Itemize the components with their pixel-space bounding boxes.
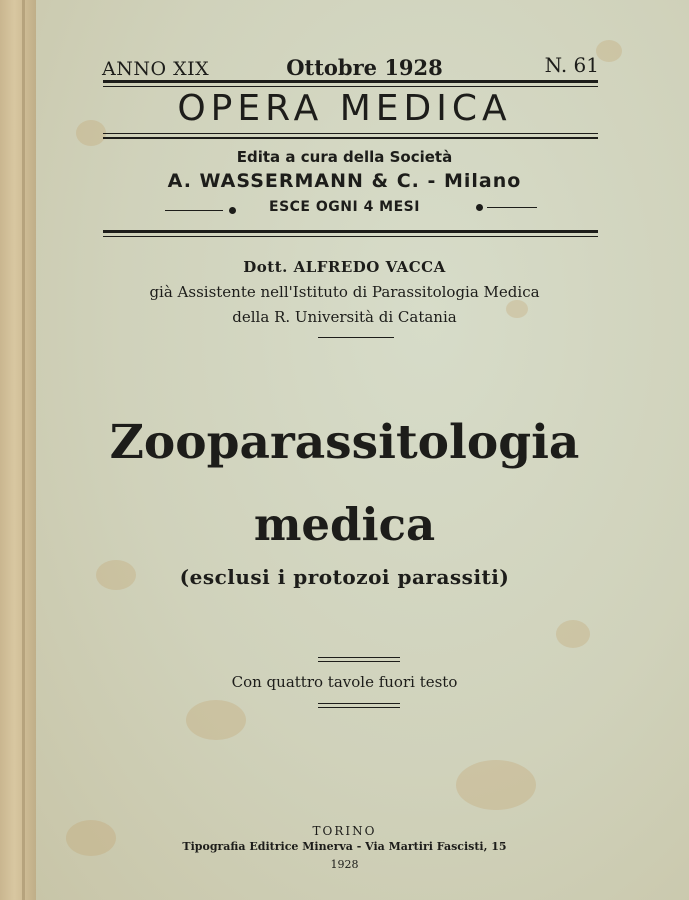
frequency-line-right [487, 207, 537, 208]
imprint-city: TORINO [312, 824, 377, 838]
header-rule [103, 86, 598, 87]
imprint-year: 1928 [330, 858, 359, 871]
header-rule [103, 80, 598, 83]
author-affiliation: già Assistente nell'Istituto di Parassitologia Medica [149, 283, 540, 301]
paper-stain [556, 620, 590, 648]
plates-rule [318, 703, 400, 704]
author-divider [318, 337, 394, 338]
publication-frequency: ESCE OGNI 4 MESI [269, 199, 420, 215]
plates-note: Con quattro tavole fuori testo [231, 673, 458, 691]
year-label: ANNO XIX [102, 58, 210, 80]
masthead-rule [103, 236, 598, 237]
paper-stain [186, 700, 246, 740]
paper-stain [456, 760, 536, 810]
issue-number: N. 61 [544, 53, 599, 77]
title-rule [103, 133, 598, 134]
issue-date: Ottobre 1928 [286, 55, 443, 80]
book-title: medica [253, 498, 436, 551]
author-affiliation: della R. Università di Catania [232, 308, 457, 326]
masthead-rule [103, 230, 598, 233]
journal-title: OPERA MEDICA [177, 88, 512, 129]
imprint-printer: Tipografia Editrice Minerva - Via Martiri Fascisti, 15 [182, 840, 507, 853]
book-title: Zooparassitologia [109, 415, 580, 470]
book-subtitle: (esclusi i protozoi parassiti) [179, 565, 510, 589]
author-name: Dott. ALFREDO VACCA [243, 258, 446, 276]
publisher-name: A. WASSERMANN & C. - Milano [167, 170, 522, 192]
edited-by: Edita a cura della Società [236, 148, 453, 166]
title-rule [103, 137, 598, 139]
plates-rule [318, 661, 400, 662]
plates-rule [318, 707, 400, 708]
plates-rule [318, 657, 400, 658]
bullet-dot [476, 204, 483, 211]
